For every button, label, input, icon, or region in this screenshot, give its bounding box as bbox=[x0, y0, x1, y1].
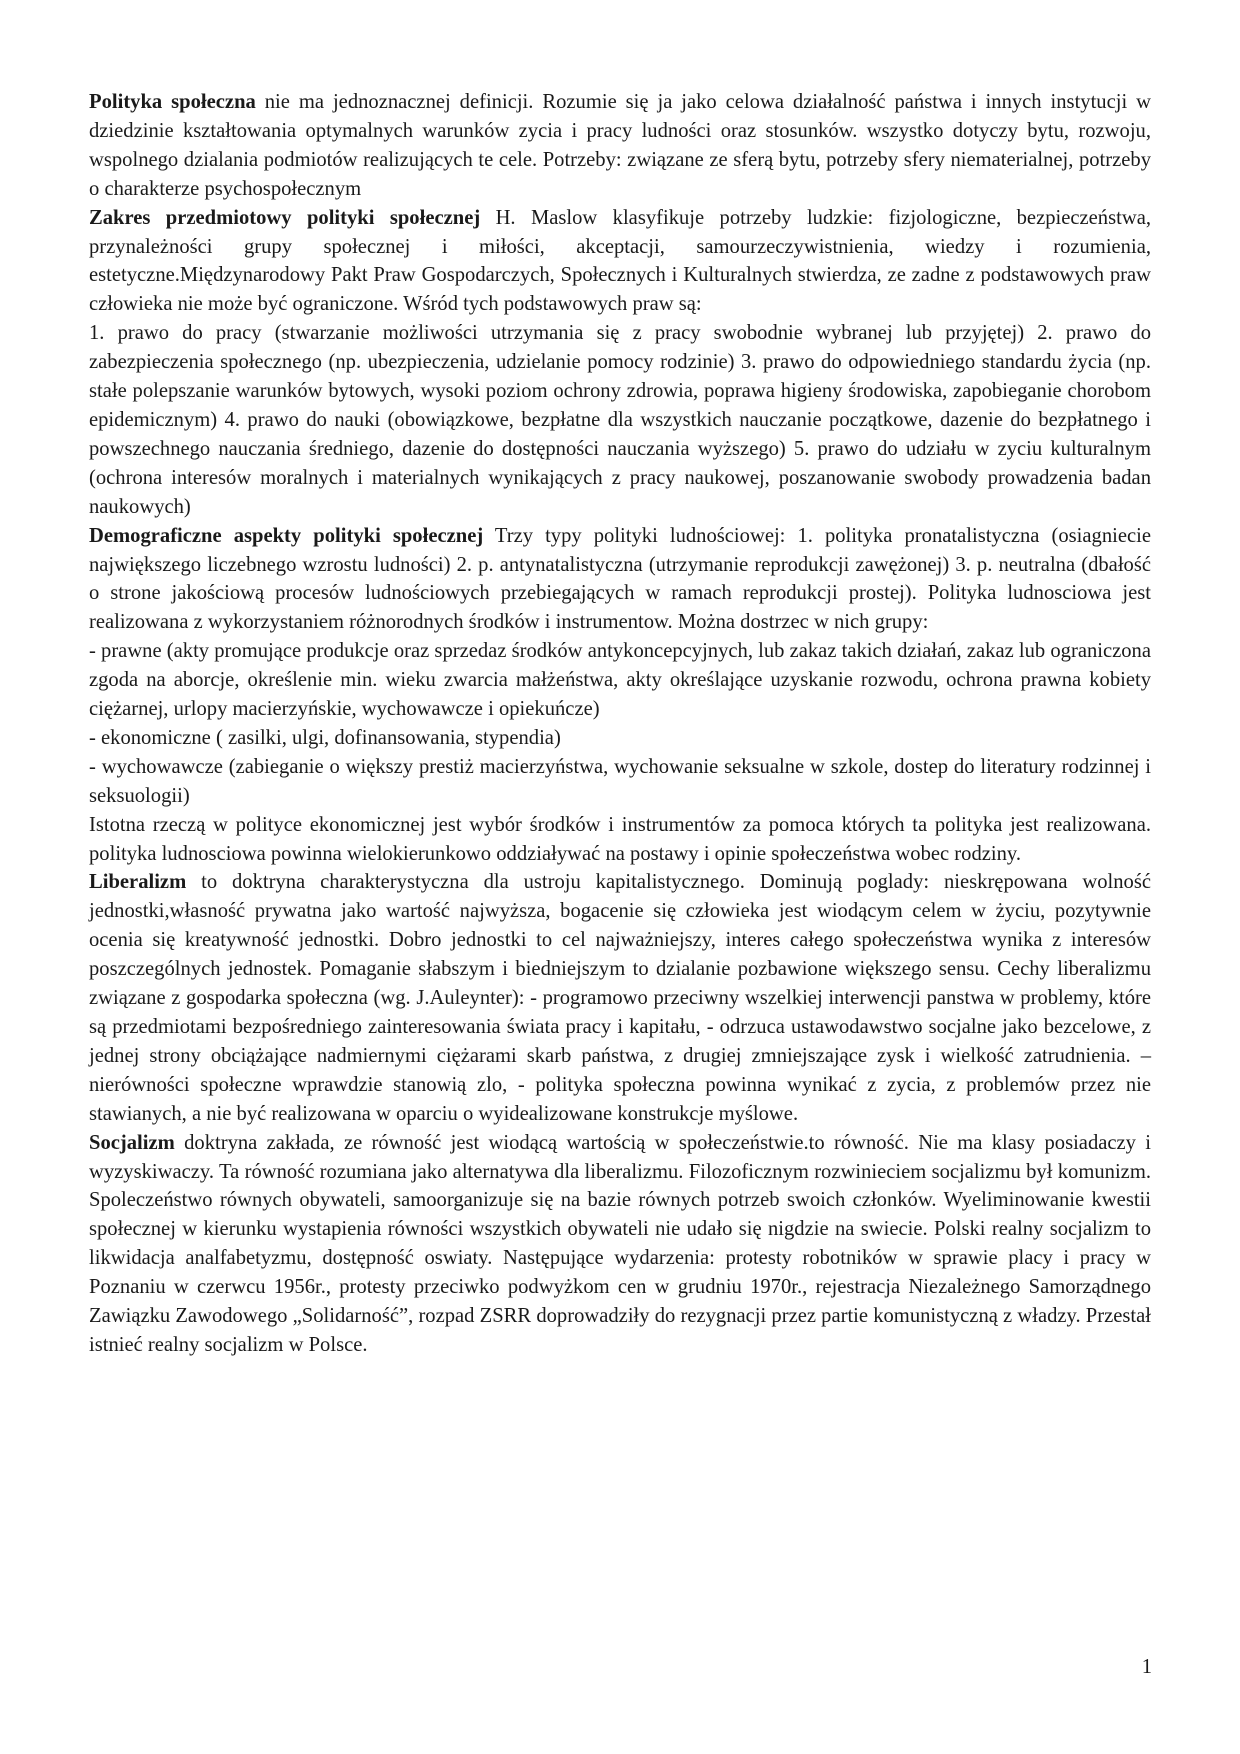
paragraph-demograficzne-aspekty bbox=[89, 522, 1151, 638]
page-number: 1 bbox=[1141, 1656, 1152, 1678]
heading-demograficzne-aspekty: Demograficzne aspekty polityki społecznej bbox=[89, 524, 484, 547]
heading-socjalizm: Socjalizm bbox=[89, 1131, 175, 1154]
paragraph-text: - wychowawcze (zabieganie o większy prestiż macierzyństwa, wychowanie seksualne w szkole, dostep do literatury rodzinnej i seksuologii) bbox=[89, 755, 1151, 807]
paragraph-liberalizm bbox=[89, 868, 1151, 1128]
list-item-ekonomiczne bbox=[89, 724, 1151, 753]
paragraph-text: nie ma jednoznacznej definicji. Rozumie się ja jako celowa działalność państwa i innych instytucji w dziedzinie kształtowania optymalnych warunków zycia i pracy ludności oraz stosunków. wszystko dotyczy bytu, rozwoju, wspolnego dzialania podmiotów realizujących te cele. Potrzeby: związane ze sferą bytu, potrzeby sfery niematerialnej, potrzeby o charakterze psychospołecznym bbox=[89, 91, 1152, 200]
heading-polityka-spoleczna: Polityka społeczna bbox=[89, 91, 256, 113]
paragraph-text: doktryna zakłada, ze równość jest wiodącą wartością w społeczeństwie.to równość. Nie ma klasy posiadaczy i wyzyskiwaczy. Ta równość rozumiana jako alternatywa dla liberalizmu. Filozoficznym rozwinieciem socjalizmu był komunizm. Spoleczeństwo równych obywateli, samoorganizuje się na bazie równych potrzeb swoich członków. Wyeliminowanie kwestii społecznej w kierunku wystapienia równości wszystkich obywateli nie udało się nigdzie na swiecie. Polski realny socjalizm to likwidacja analfabetyzmu, dostępność oswiaty. Następujące wydarzenia: protesty robotników w sprawie placy i pracy w Poznaniu w czerwcu 1956r., protesty przeciwko podwyżkom cen w grudniu 1970r., rejestracja Niezależnego Samorządnego Zawiązku Zawodowego „Solidarność”, rozpad ZSRR doprowadziły do rezygnacji przez partie komunistyczną z władzy. Przestał istnieć realny socjalizm w Polsce. bbox=[89, 1131, 1151, 1356]
paragraph-text: H. Maslow klasyfikuje potrzeby ludzkie: fizjologiczne, bezpieczeństwa, przynależności grupy społecznej i miłości, akceptacji, samourzeczywistnienia, wiedzy i rozumienia, estetyczne.Międzynarodowy Pakt Praw Gospodarczych, Społecznych i Kulturalnych stwierdza, ze zadne z podstawowych praw człowieka nie może być ograniczone. Wśród tych podstawowych praw są: bbox=[89, 206, 1151, 316]
paragraph-prawa-lista bbox=[89, 319, 1151, 521]
paragraph-text: - prawne (akty promujące produkcje oraz sprzedaz środków antykoncepcyjnych, lub zakaz takich działań, zakaz lub ograniczona zgoda na aborcje, określenie min. wieku zwarcia małżeństwa, akty określające uzyskanie rozwodu, ochrona prawna kobiety ciężarnej, urlopy macierzyńskie, wychowawcze i opiekuńcze) bbox=[89, 640, 1151, 721]
heading-zakres-przedmiotowy: Zakres przedmiotowy polityki społecznej bbox=[89, 206, 481, 229]
document-body bbox=[89, 88, 1151, 1360]
paragraph-socjalizm bbox=[89, 1129, 1151, 1360]
paragraph-text: 1. prawo do pracy (stwarzanie możliwości utrzymania się z pracy swobodnie wybranej lub przyjętej) 2. prawo do zabezpieczenia społecznego (np. ubezpieczenia, udzielanie pomocy rodzinie) 3. prawo do odpowiedniego standardu życia (np. stałe polepszanie warunków bytowych, wysoki poziom ochrony zdrowia, poprawa higieny środowiska, zapobieganie chorobom epidemicznym) 4. prawo do nauki (obowiązkowe, bezpłatne dla wszystkich nauczanie początkowe, dazenie do bezpłatnego i powszechnego nauczania średniego, dazenie do dostępności nauczania wyższego) 5. prawo do udziału w zyciu kulturalnym (ochrona interesów moralnych i materialnych wynikających z pracy naukowej, poszanowanie swobody prowadzenia badan naukowych) bbox=[89, 322, 1151, 518]
paragraph-polityka-spoleczna bbox=[89, 88, 1151, 204]
paragraph-text: Trzy typy polityki ludnościowej: 1. polityka pronatalistyczna (osiagniecie największego liczebnego wzrostu ludności) 2. p. antynatalistyczna (utrzymanie reprodukcji zawężonej) 3. p. neutralna (dbałość o strone jakościową procesów ludnościowych przebiegających w ramach reprodukcji prostej). Polityka ludnosciowa jest realizowana z wykorzystaniem różnorodnych środków i instrumentow. Można dostrzec w nich grupy: bbox=[89, 524, 1151, 634]
paragraph-istotna-rzecza bbox=[89, 811, 1151, 869]
list-item-prawne bbox=[89, 637, 1151, 724]
paragraph-zakres-przedmiotowy bbox=[89, 204, 1151, 320]
list-item-wychowawcze bbox=[89, 753, 1151, 811]
heading-liberalizm: Liberalizm bbox=[89, 871, 187, 894]
paragraph-text: - ekonomiczne ( zasilki, ulgi, dofinansowania, stypendia) bbox=[89, 726, 561, 749]
paragraph-text: Istotna rzeczą w polityce ekonomicznej jest wybór środków i instrumentów za pomoca których ta polityka jest realizowana. polityka ludnosciowa powinna wielokierunkowo oddziaływać na postawy i opinie społeczeństwa wobec rodziny. bbox=[89, 813, 1151, 865]
paragraph-text: to doktryna charakterystyczna dla ustroju kapitalistycznego. Dominują poglady: nieskrępowana wolność jednostki,własność prywatna jako wartość najwyższa, bogacenie się człowieka jest wiodącym celem w życiu, pozytywnie ocenia się kreatywność jednostki. Dobro jednostki to cel najważniejszy, interes całego społeczeństwa wynika z interesów poszczególnych jednostek. Pomaganie słabszym i biedniejszym to dzialanie pozbawione większego sensu. Cechy liberalizmu związane z gospodarka społeczna (wg. J.Auleynter): - programowo przeciwny wszelkiej interwencji panstwa w problemy, które są przedmiotami bezpośredniego zainteresowania świata pracy i kapitału, - odrzuca ustawodawstwo socjalne jako bezcelowe, z jednej strony obciążające nadmiernymi ciężarami skarb państwa, z drugiej zmniejszające zysk i wielkość zatrudnienia. – nierówności społeczne wprawdzie stanowią zlo, - polityka społeczna powinna wynikać z zycia, z problemów przez nie stawianych, a nie być realizowana w oparciu o wyidealizowane konstrukcje myślowe. bbox=[89, 871, 1151, 1125]
